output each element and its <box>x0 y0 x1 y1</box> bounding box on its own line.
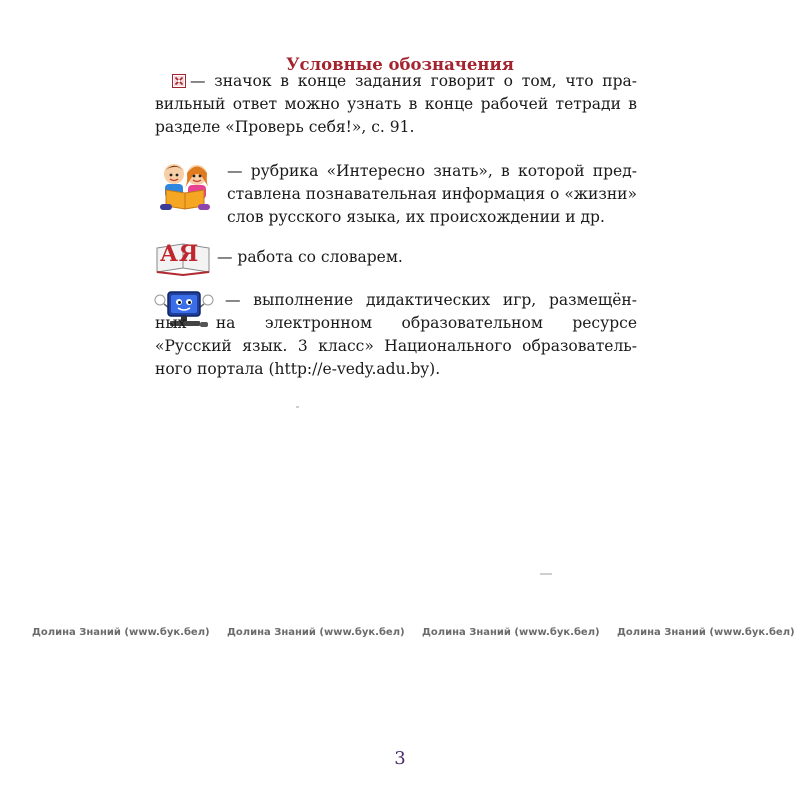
watermark: Долина Знаний (www.бук.бел) <box>32 627 210 638</box>
watermark: Долина Знаний (www.бук.бел) <box>227 627 405 638</box>
watermark: Долина Знаний (www.бук.бел) <box>422 627 600 638</box>
legend-check-line: — значок в конце задания говорит о том, что пра- <box>190 72 637 90</box>
dictionary-icon-letters: АЯ <box>160 241 200 267</box>
legend-interesting-line: — рубрика «Интересно знать», в которой пред- <box>227 162 637 180</box>
legend-check-line: разделе «Проверь себя!», с. 91. <box>155 118 415 136</box>
scan-speck <box>540 573 552 575</box>
watermark: Долина Знаний (www.бук.бел) <box>617 627 795 638</box>
legend-check-line: вильный ответ можно узнать в конце рабочей тетради в <box>155 95 637 113</box>
page-title: Условные обозначения <box>286 55 514 74</box>
legend-dictionary-text <box>155 246 637 269</box>
legend-interesting-line: ставлена познавательная информация о «жизни» <box>227 185 637 203</box>
legend-games-line: ных на электронном образовательном ресурсе <box>155 314 637 332</box>
legend-interesting-line: слов русского языка, их происхождении и др. <box>227 208 605 226</box>
legend-interesting-text <box>155 160 637 229</box>
scan-speck <box>296 406 299 408</box>
page-number: 3 <box>394 748 406 769</box>
legend-games-line: — выполнение дидактических игр, размещён- <box>225 291 637 309</box>
legend-check-text <box>155 70 637 139</box>
legend-dictionary-line: — работа со словарем. <box>217 248 403 266</box>
legend-games-line: ного портала (http://e-vedy.adu.by). <box>155 360 441 378</box>
legend-games-text <box>155 289 637 381</box>
legend-games-line: «Русский язык. 3 класс» Национального образователь- <box>155 337 637 355</box>
